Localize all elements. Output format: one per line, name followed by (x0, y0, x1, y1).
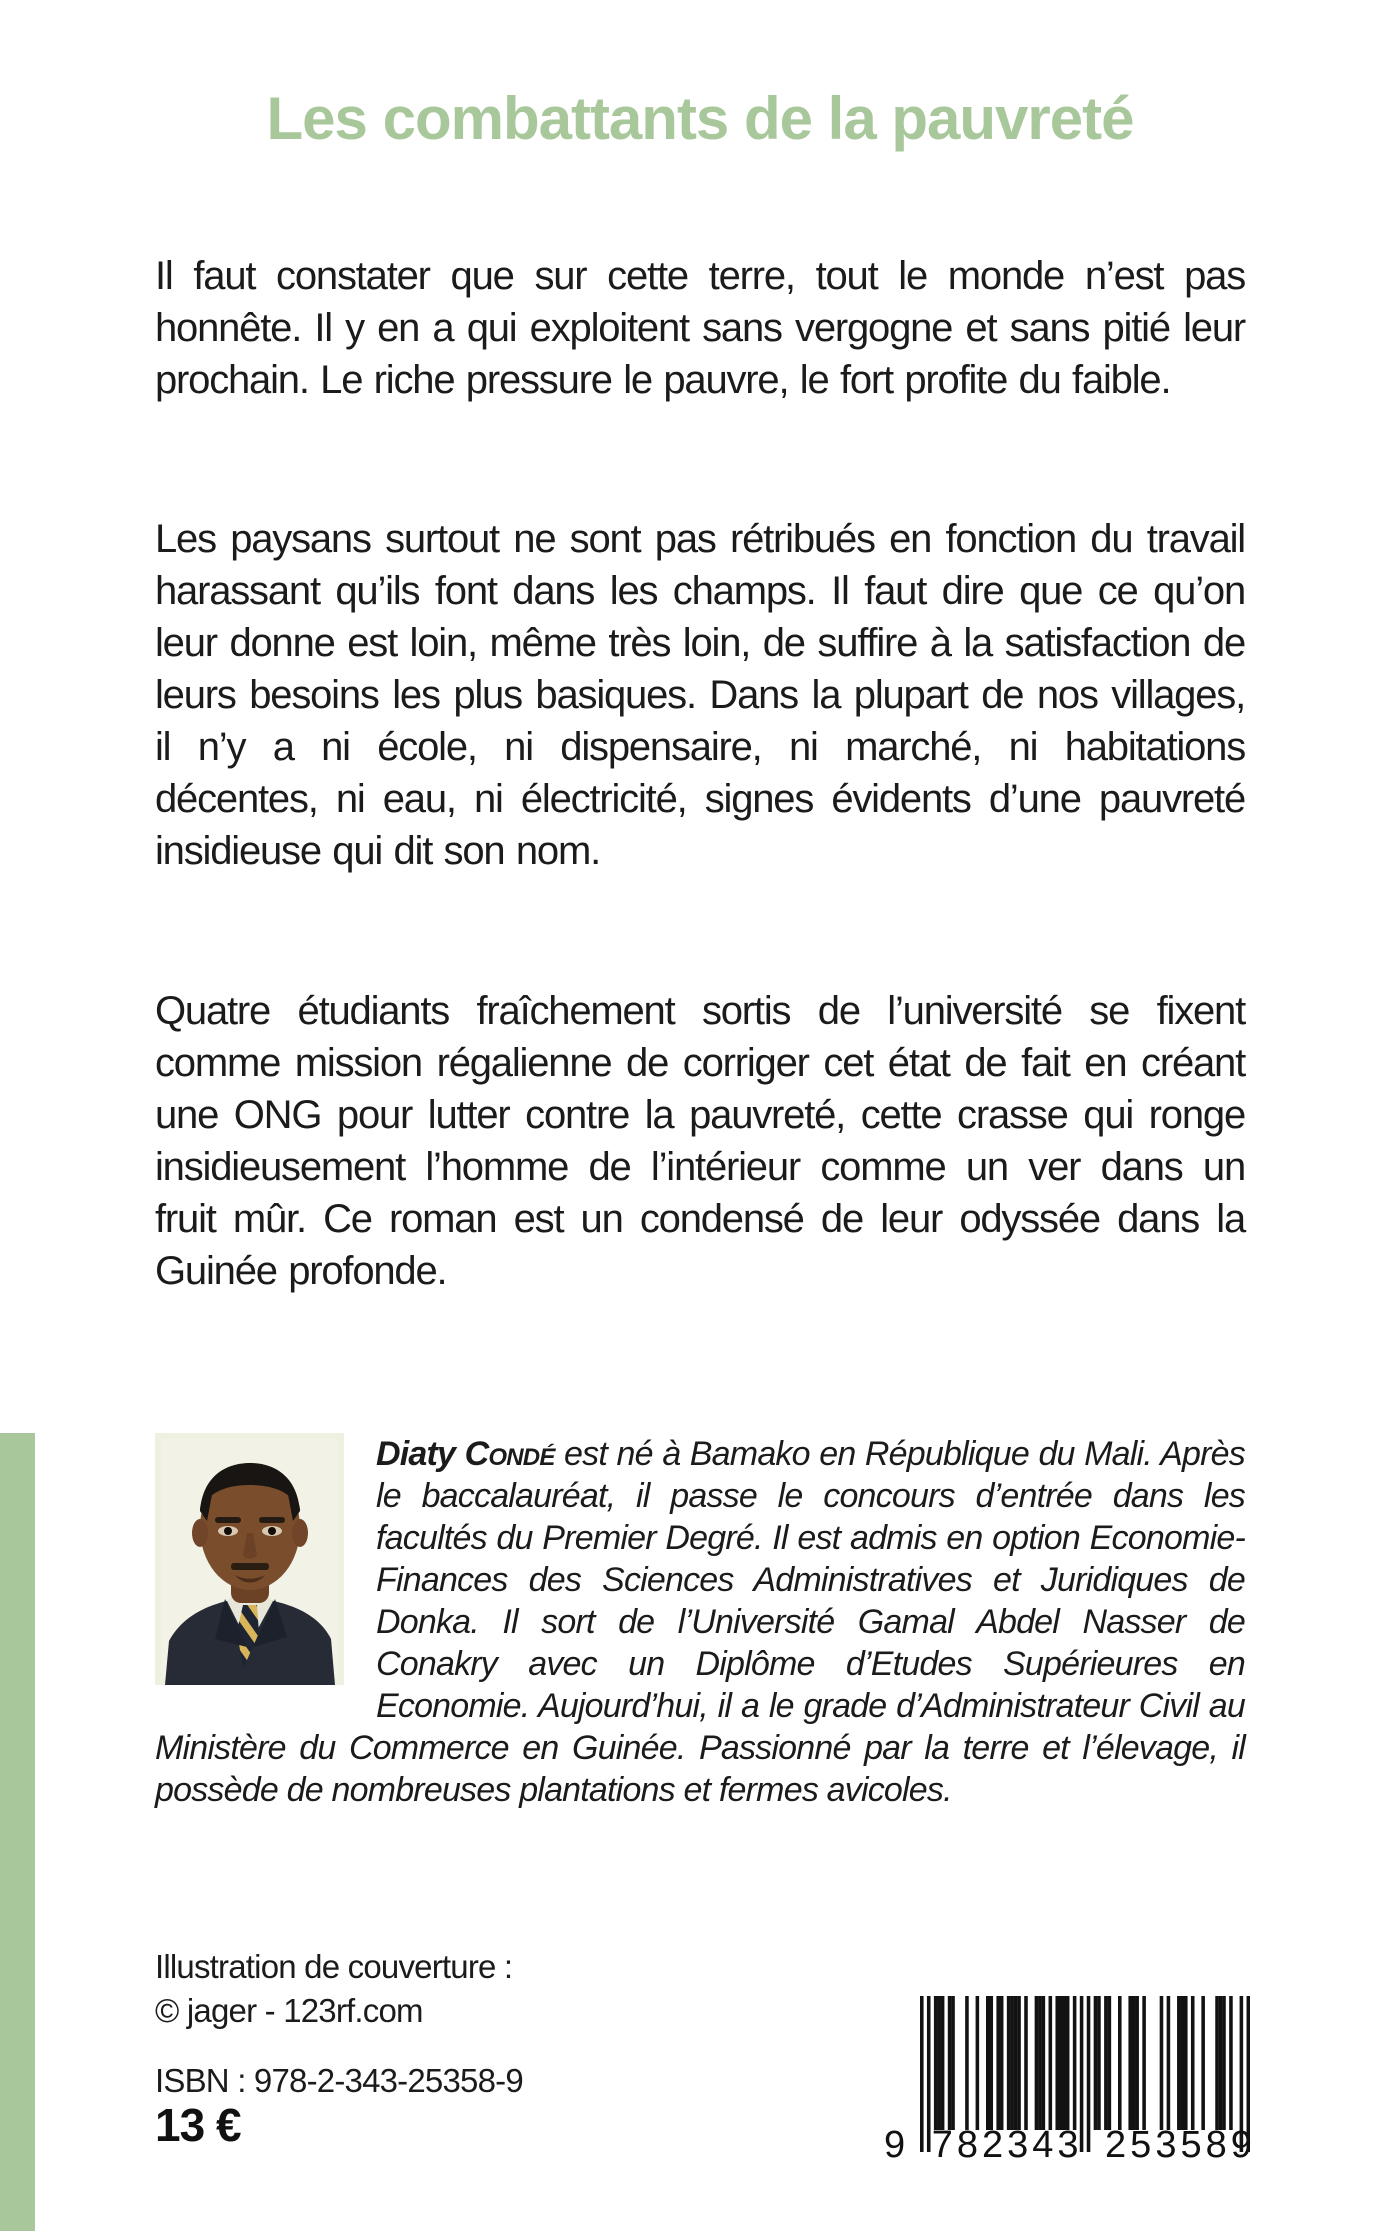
author-photo (155, 1433, 344, 1685)
author-bio (155, 1433, 1245, 1811)
illustration-credit-line2: © jager - 123rf.com (155, 1992, 423, 2029)
barcode-digits: 9 782343 253589 (884, 2124, 1256, 2166)
author-first-name: Diaty (376, 1435, 456, 1473)
synopsis-paragraph-1: Il faut constater que sur cette terre, tout le monde n’est pas honnête. Il y en a qui exploitent sans vergogne et sans pitié leur prochain. Le riche pressure le pauvre, le fort profite du faible. (155, 254, 1245, 402)
author-last-name: Condé (464, 1435, 555, 1473)
left-accent-bar (0, 1433, 35, 2231)
synopsis-paragraph-2: Les paysans surtout ne sont pas rétribués en fonction du travail harassant qu’ils font dans les champs. Il faut dire que ce qu’on leur donne est loin, même très loin, de suffire à la satisfaction de leurs besoins les plus basiques. Dans la plupart de nos villages, il n’y a ni école, ni dispensaire, ni marché, ni habitations décentes, ni eau, ni électricité, signes évidents d’une pauvreté insidieuse qui dit son nom. (155, 517, 1245, 873)
author-bio-rest: est né à Bamako en République du Mali. Après le baccalauréat, il passe le concours d’entrée dans les facultés du Premier Degré. Il est admis en option Economie-Finances des Sciences Administratives et Juridiques de Donka. Il sort de l’Université Gamal Abdel Nasser de Conakry avec un Diplôme d’Etudes Supérieures en Economie. Aujourd’hui, il a le grade d’Administrateur Civil au Ministère du Commerce en Guinée. Passionné par la terre et l’élevage, il possède de nombreuses plantations et fermes avicoles. (155, 1435, 1245, 1809)
illustration-credit-line1: Illustration de couverture : (155, 1948, 513, 1985)
author-portrait-image (155, 1433, 344, 1685)
barcode (884, 1996, 1284, 2166)
page-title: Les combattants de la pauvreté (266, 85, 1134, 152)
isbn-text: ISBN : 978-2-343-25358-9 (155, 2062, 523, 2099)
price-text: 13 € (155, 2099, 241, 2151)
synopsis-paragraph-3: Quatre étudiants fraîchement sortis de l’université se fixent comme mission régalienne de corriger cet état de fait en créant une ONG pour lutter contre la pauvreté, cette crasse qui ronge insidieusement l’homme de l’intérieur comme un ver dans un fruit mûr. Ce roman est un condensé de leur odyssée dans la Guinée profonde. (155, 989, 1245, 1293)
